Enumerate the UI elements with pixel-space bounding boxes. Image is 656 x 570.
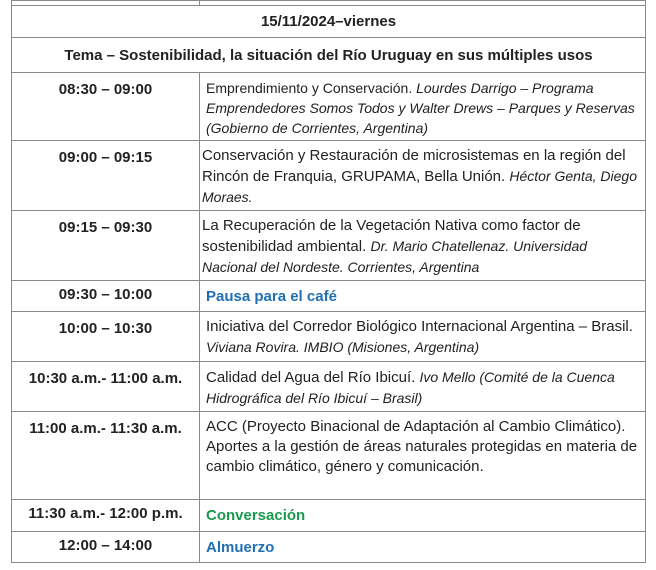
date-header: 15/11/2024–viernes (12, 6, 646, 38)
table-row (12, 362, 646, 412)
session-cell (200, 412, 646, 500)
session-title: Iniciativa del Corredor Biológico Internacional Argentina – Brasil. (206, 318, 633, 335)
time-cell: 08:30 – 09:00 (12, 73, 200, 141)
time-cell: 11:00 a.m.- 11:30 a.m. (12, 412, 200, 500)
schedule-table-wrap (11, 0, 646, 563)
time-cell: 10:00 – 10:30 (12, 312, 200, 362)
session-cell (200, 532, 646, 563)
table-row (12, 312, 646, 362)
session-speakers: Héctor Genta, Diego Moraes. (202, 168, 637, 205)
lunch-label: Almuerzo (206, 539, 275, 556)
session-cell (200, 312, 646, 362)
session-cell (200, 141, 646, 211)
session-title: Conservación y Restauración de microsistemas en la región del Rincón de Franquia, GRUPAMA, Bella Unión. (202, 147, 626, 185)
schedule-table (11, 0, 646, 563)
time-cell: 09:30 – 10:00 (12, 281, 200, 312)
session-title: La Recuperación de la Vegetación Nativa como factor de sostenibilidad ambiental. (202, 217, 581, 255)
session-title: Emprendimiento y Conservación. (206, 80, 413, 96)
time-cell: 11:30 a.m.- 12:00 p.m. (12, 500, 200, 532)
theme-header: Tema – Sostenibilidad, la situación del Río Uruguay en sus múltiples usos (12, 38, 646, 73)
session-speakers: Dr. Mario Chatellenaz. Universidad Nacional del Nordeste. Corrientes, Argentina (202, 238, 588, 275)
table-row (12, 500, 646, 532)
session-cell (200, 500, 646, 532)
table-row (12, 141, 646, 211)
session-speakers: Viviana Rovira. IMBIO (Misiones, Argentina) (206, 339, 480, 355)
time-cell: 12:00 – 14:00 (12, 532, 200, 563)
table-row (12, 281, 646, 312)
session-speakers: Lourdes Darrigo – Programa Emprendedores Somos Todos y Walter Drews – Parques y Reservas (Gobierno de Corrientes, Argentina) (206, 80, 635, 136)
session-cell (200, 281, 646, 312)
table-row (12, 211, 646, 281)
session-title: ACC (Proyecto Binacional de Adaptación al Cambio Climático). Aportes a la gestión de áreas naturales protegidas en materia de cambio climático, género y comunicación. (206, 418, 638, 475)
time-cell: 09:15 – 09:30 (12, 211, 200, 281)
theme-row (12, 38, 646, 73)
table-row (12, 412, 646, 500)
session-cell (200, 73, 646, 141)
session-cell (200, 362, 646, 412)
session-speakers: Ivo Mello (Comité de la Cuenca Hidrográfica del Río Ibicuí – Brasil) (206, 369, 615, 406)
session-cell (200, 211, 646, 281)
coffee-break-label: Pausa para el café (206, 288, 337, 305)
table-row (12, 73, 646, 141)
time-cell: 09:00 – 09:15 (12, 141, 200, 211)
table-row (12, 532, 646, 563)
time-cell: 10:30 a.m.- 11:00 a.m. (12, 362, 200, 412)
conversation-label: Conversación (206, 507, 306, 524)
date-row (12, 6, 646, 38)
session-title: Calidad del Agua del Río Ibicuí. (206, 369, 416, 386)
